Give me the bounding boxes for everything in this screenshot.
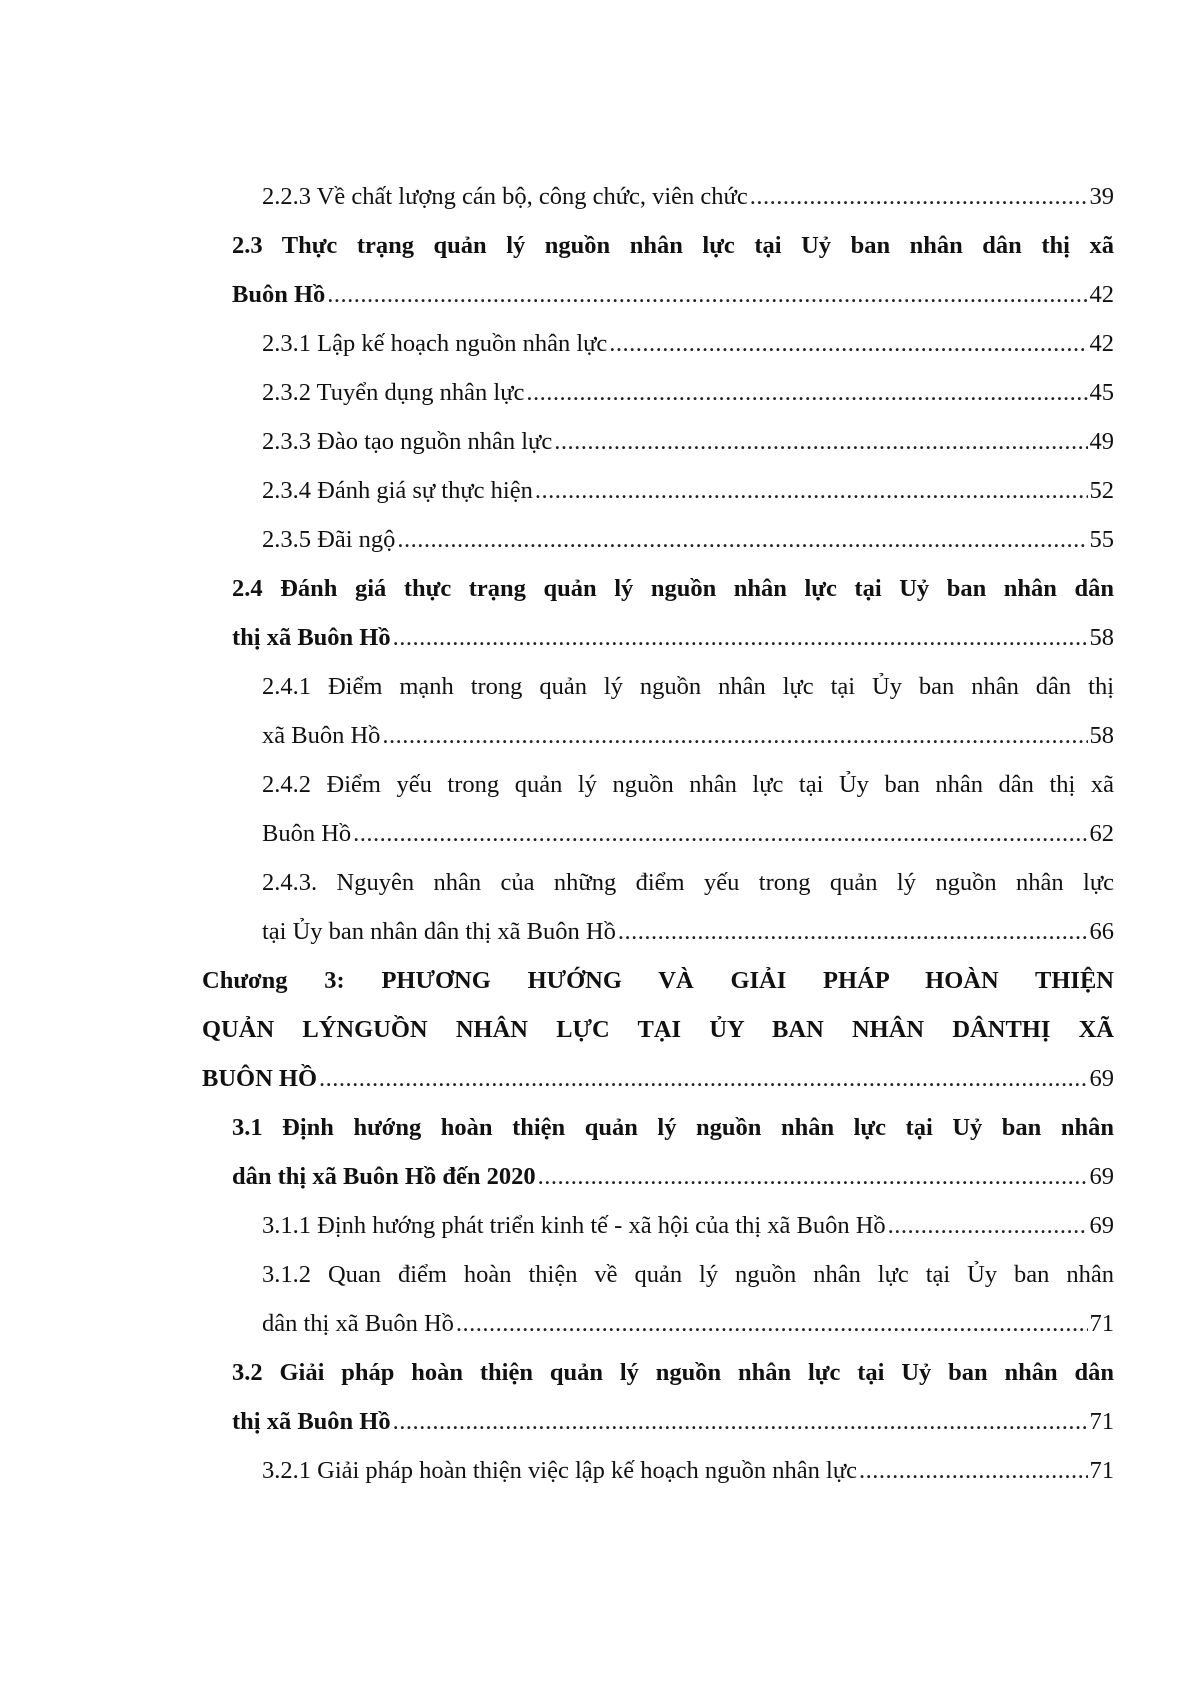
toc-entry-title: 2.3.1 Lập kế hoạch nguồn nhân lực [262, 330, 608, 357]
toc-entry-title: 2.4 Đánh giá thực trạng quản lý nguồn nhân lực tại Uỷ ban nhân dân [232, 575, 1114, 602]
toc-page-number: 71 [1089, 1408, 1114, 1435]
toc-leader-dots [535, 471, 1088, 511]
toc-page-number: 42 [1089, 281, 1114, 308]
toc-entry-title: 2.4.1 Điểm mạnh trong quản lý nguồn nhân lực tại Ủy ban nhân dân thị [262, 673, 1114, 700]
toc-entry-title: 2.2.3 Về chất lượng cán bộ, công chức, viên chức [262, 183, 748, 210]
toc-entry [262, 1304, 1114, 1344]
toc-entry-title: 2.3.5 Đãi ngộ [262, 526, 396, 553]
toc-entry-title: 2.3.3 Đào tạo nguồn nhân lực [262, 428, 553, 455]
toc-leader-dots [393, 1402, 1088, 1442]
toc-entry [262, 716, 1114, 756]
toc-entry-title: 3.1 Định hướng hoàn thiện quản lý nguồn nhân lực tại Uỷ ban nhân [232, 1114, 1114, 1141]
toc-entry-title: QUẢN LÝNGUỒN NHÂN LỰC TẠI ỦY BAN NHÂN DÂNTHỊ XÃ [202, 1016, 1114, 1043]
toc-entry [232, 1402, 1114, 1442]
toc-entry-title: 3.1.2 Quan điểm hoàn thiện về quản lý nguồn nhân lực tại Ủy ban nhân [262, 1261, 1114, 1288]
toc-leader-dots [538, 1157, 1088, 1197]
toc-leader-dots [456, 1304, 1088, 1344]
toc-entry [262, 1255, 1114, 1295]
toc-entry-title: 2.3.2 Tuyển dụng nhân lực [262, 379, 525, 406]
toc-entry [262, 765, 1114, 805]
toc-entry-title: 2.4.2 Điểm yếu trong quản lý nguồn nhân lực tại Ủy ban nhân dân thị xã [262, 771, 1114, 798]
toc-leader-dots [393, 618, 1088, 658]
toc-entry [262, 814, 1114, 854]
toc-page-number: 71 [1089, 1310, 1114, 1337]
toc-entry [232, 1353, 1114, 1393]
toc-leader-dots [554, 422, 1087, 462]
toc-entry-title: Buôn Hồ [232, 281, 326, 308]
toc-entry [232, 618, 1114, 658]
toc-entry-title: BUÔN HỒ [202, 1065, 318, 1092]
toc-entry [262, 324, 1114, 364]
toc-entry [232, 1108, 1114, 1148]
toc-leader-dots [750, 177, 1088, 217]
toc-leader-dots [859, 1451, 1088, 1491]
toc-page-number: 62 [1089, 820, 1114, 847]
toc-entry [262, 520, 1114, 560]
toc-page-number: 66 [1089, 918, 1114, 945]
toc-entry-title: 3.2.1 Giải pháp hoàn thiện việc lập kế hoạch nguồn nhân lực [262, 1457, 857, 1484]
toc-entry [262, 373, 1114, 413]
toc-entry [262, 667, 1114, 707]
toc-entry [202, 961, 1114, 1001]
toc-entry-title: 3.1.1 Định hướng phát triển kinh tế - xã hội của thị xã Buôn Hồ [262, 1212, 886, 1239]
toc-entry [262, 471, 1114, 511]
toc-page-number: 69 [1089, 1163, 1114, 1190]
toc-leader-dots [609, 324, 1087, 364]
toc-entry [232, 226, 1114, 266]
toc-page-number: 69 [1089, 1212, 1114, 1239]
toc-entry [202, 1059, 1114, 1099]
toc-page-number: 52 [1089, 477, 1114, 504]
toc-entry [232, 1157, 1114, 1197]
toc-entry-title: 3.2 Giải pháp hoàn thiện quản lý nguồn nhân lực tại Uỷ ban nhân dân [232, 1359, 1114, 1386]
toc-entry-title: tại Ủy ban nhân dân thị xã Buôn Hồ [262, 918, 616, 945]
toc-page-number: 69 [1089, 1065, 1114, 1092]
toc-entry-title: 2.3.4 Đánh giá sự thực hiện [262, 477, 533, 504]
toc-leader-dots [888, 1206, 1088, 1246]
toc-entry-title: thị xã Buôn Hồ [232, 1408, 391, 1435]
toc-page-number: 58 [1089, 722, 1114, 749]
toc-leader-dots [353, 814, 1087, 854]
toc-entry-title: Chương 3: PHƯƠNG HƯỚNG VÀ GIẢI PHÁP HOÀN THIỆN [202, 967, 1114, 994]
toc-entry [262, 863, 1114, 903]
toc-entry-title: dân thị xã Buôn Hồ [262, 1310, 454, 1337]
toc-entry-title: xã Buôn Hồ [262, 722, 381, 749]
toc-entry-title: dân thị xã Buôn Hồ đến 2020 [232, 1163, 536, 1190]
toc-entry [262, 1451, 1114, 1491]
toc-entry-title: thị xã Buôn Hồ [232, 624, 391, 651]
toc-leader-dots [327, 275, 1087, 315]
toc-page-number: 42 [1089, 330, 1114, 357]
toc-leader-dots [397, 520, 1087, 560]
toc-leader-dots [319, 1059, 1087, 1099]
toc-entry [232, 275, 1114, 315]
toc-page-number: 71 [1089, 1457, 1114, 1484]
toc-leader-dots [526, 373, 1087, 413]
toc-page-number: 39 [1089, 183, 1114, 210]
toc-page-number: 55 [1089, 526, 1114, 553]
toc-entry [202, 1010, 1114, 1050]
toc-entry-title: 2.3 Thực trạng quản lý nguồn nhân lực tại Uỷ ban nhân dân thị xã [232, 232, 1114, 259]
toc-entry [232, 569, 1114, 609]
toc-entry [262, 912, 1114, 952]
toc-entry [262, 177, 1114, 217]
toc-leader-dots [382, 716, 1087, 756]
toc-entry [262, 1206, 1114, 1246]
toc-entry-title: 2.4.3. Nguyên nhân của những điểm yếu trong quản lý nguồn nhân lực [262, 869, 1114, 896]
toc-entry-title: Buôn Hồ [262, 820, 352, 847]
toc-page-number: 49 [1089, 428, 1114, 455]
toc-leader-dots [618, 912, 1088, 952]
toc-page-number: 45 [1089, 379, 1114, 406]
toc-entry [262, 422, 1114, 462]
toc-page-number: 58 [1089, 624, 1114, 651]
